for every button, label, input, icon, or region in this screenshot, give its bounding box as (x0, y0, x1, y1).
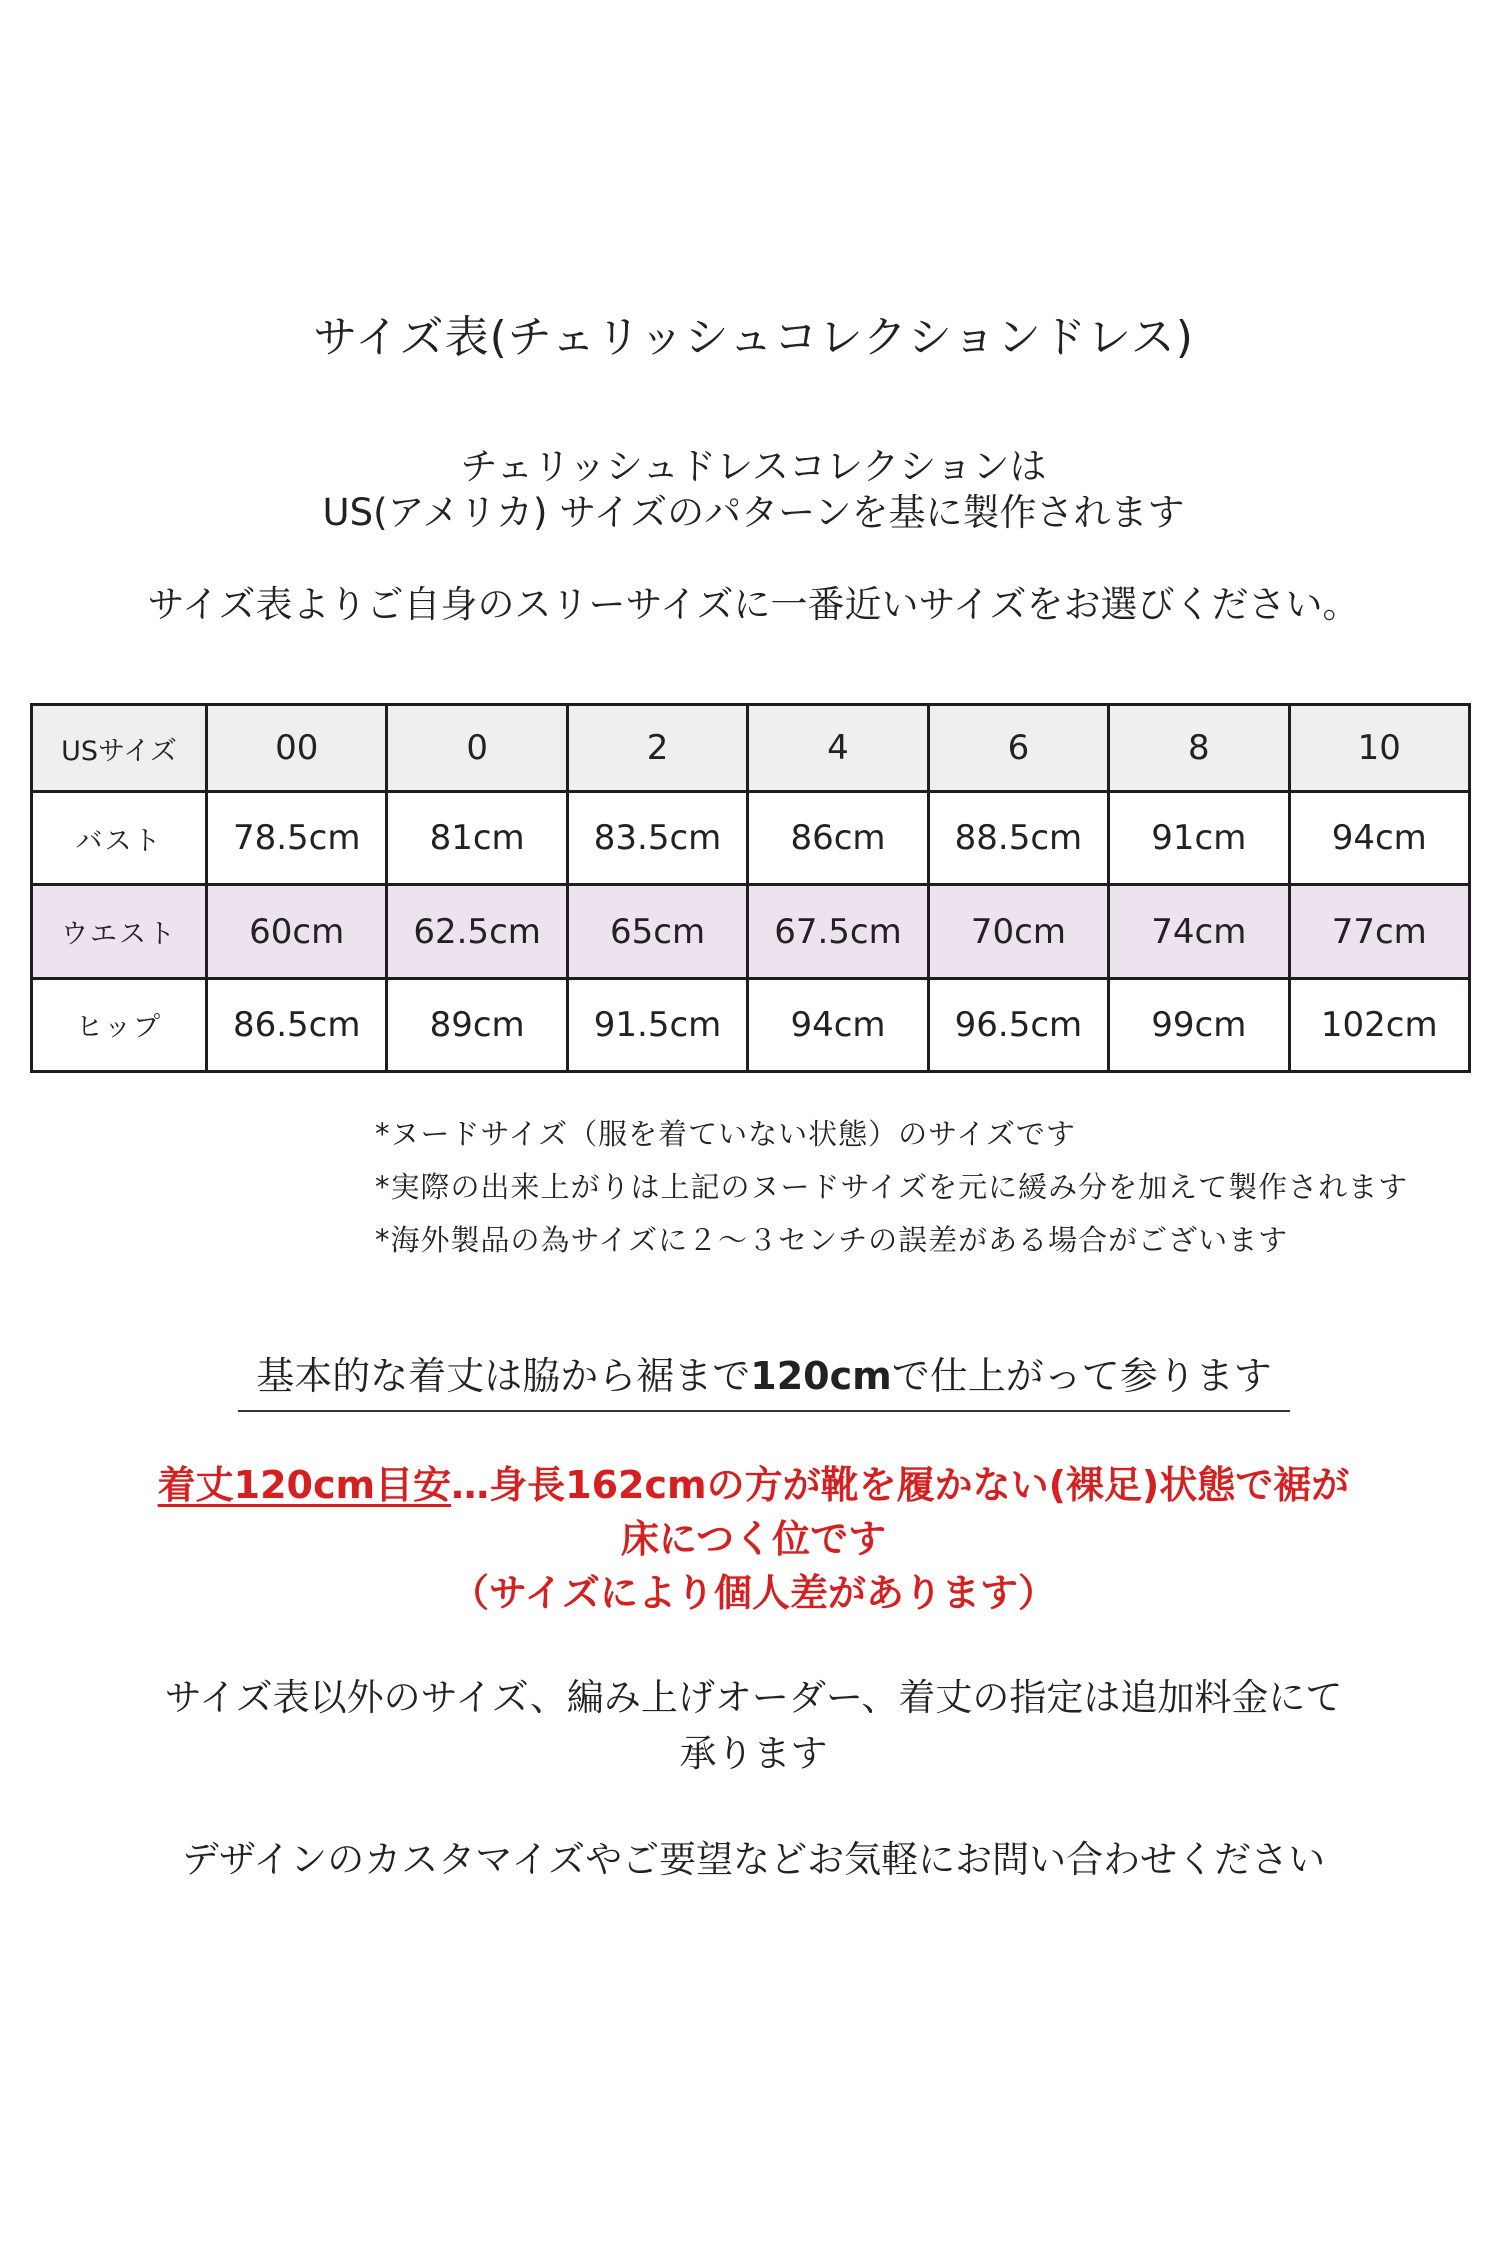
red-note-line-3: （サイズにより個人差があります） (451, 1571, 1056, 1615)
table-cell: 67.5cm (748, 885, 928, 978)
table-cell: 74cm (1109, 885, 1289, 978)
size-table (30, 703, 1471, 1073)
table-cell: 88.5cm (928, 792, 1108, 885)
waist-row (32, 885, 1470, 978)
red-note-underlined: 着丈120cm目安 (157, 1463, 452, 1507)
red-note-line-2: 床につく位です (620, 1517, 887, 1561)
size-header-label: USサイズ (32, 705, 207, 792)
table-cell: 99cm (1109, 978, 1289, 1071)
footnote: *実際の出来上がりは上記のヌードサイズを元に緩み分を加えて製作されます (375, 1170, 1409, 1204)
intro-line-3: サイズ表よりご自身のスリーサイズに一番近いサイズをお選びください。 (147, 583, 1360, 626)
footnote: *海外製品の為サイズに２～３センチの誤差がある場合がございます (375, 1223, 1289, 1257)
size-header-cell: 00 (207, 705, 387, 792)
size-header-cell: 2 (567, 705, 747, 792)
table-cell: 91.5cm (567, 978, 747, 1071)
table-cell: 62.5cm (387, 885, 567, 978)
design-note: デザインのカスタマイズやご要望などお気軽にお問い合わせください (181, 1838, 1326, 1881)
length-note-value: 120cm (750, 1354, 892, 1398)
table-cell: 102cm (1289, 978, 1469, 1071)
table-cell: 65cm (567, 885, 747, 978)
table-cell: 89cm (387, 978, 567, 1071)
footnotes (375, 1108, 1408, 1267)
size-header-cell: 6 (928, 705, 1108, 792)
custom-note-line-2: 承ります (679, 1732, 828, 1775)
red-note-line-1 (0, 1458, 1507, 1512)
table-cell: 86cm (748, 792, 928, 885)
table-cell: 94cm (1289, 792, 1469, 885)
table-cell: 78.5cm (207, 792, 387, 885)
row-label: ヒップ (32, 978, 207, 1071)
intro-line-2: US(アメリカ) サイズのパターンを基に製作されます (322, 491, 1185, 534)
row-label: バスト (32, 792, 207, 885)
length-note (238, 1348, 1290, 1412)
custom-note-line-1: サイズ表以外のサイズ、編み上げオーダー、着丈の指定は追加料金にて (164, 1676, 1343, 1719)
table-cell: 70cm (928, 885, 1108, 978)
size-header-cell: 8 (1109, 705, 1289, 792)
table-cell: 91cm (1109, 792, 1289, 885)
table-cell: 81cm (387, 792, 567, 885)
red-note-line-1-rest: …身長162cmの方が靴を履かない(裸足)状態で裾が (451, 1463, 1350, 1507)
length-note-after: で仕上がって参ります (891, 1354, 1272, 1398)
length-note-before: 基本的な着丈は脇から裾まで (256, 1354, 751, 1398)
size-header-cell: 4 (748, 705, 928, 792)
intro-line-1: チェリッシュドレスコレクションは (460, 445, 1047, 488)
table-cell: 86.5cm (207, 978, 387, 1071)
size-header-cell: 10 (1289, 705, 1469, 792)
table-cell: 77cm (1289, 885, 1469, 978)
bust-row (32, 792, 1470, 885)
size-header-row (32, 705, 1470, 792)
table-cell: 94cm (748, 978, 928, 1071)
table-cell: 60cm (207, 885, 387, 978)
table-cell: 96.5cm (928, 978, 1108, 1071)
row-label: ウエスト (32, 885, 207, 978)
page-title: サイズ表(チェリッシュコレクションドレス) (313, 312, 1194, 363)
hip-row (32, 978, 1470, 1071)
table-cell: 83.5cm (567, 792, 747, 885)
footnote: *ヌードサイズ（服を着ていない状態）のサイズです (375, 1117, 1076, 1151)
size-header-cell: 0 (387, 705, 567, 792)
